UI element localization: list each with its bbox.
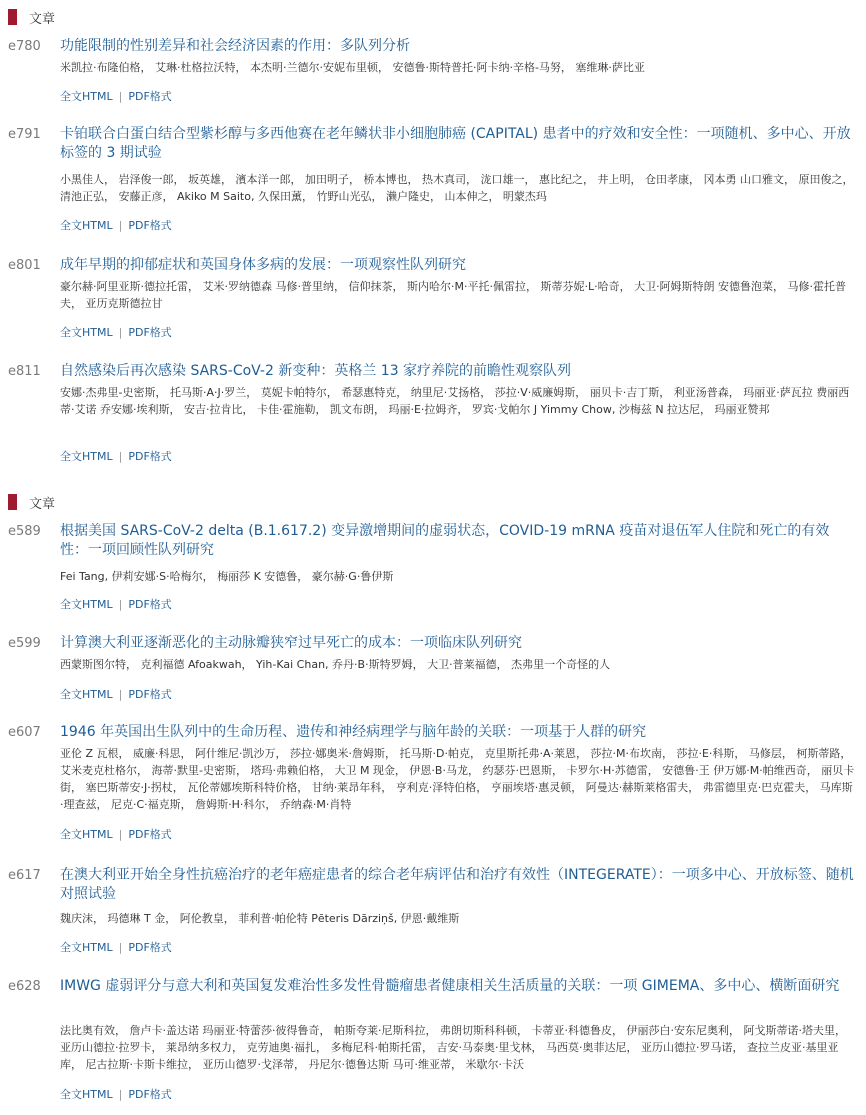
link-separator: |: [118, 219, 123, 232]
full-text-html-link[interactable]: 全文HTML: [60, 598, 113, 611]
pdf-link[interactable]: PDF格式: [128, 326, 172, 339]
article-authors: 安娜·杰弗里-史密斯， 托马斯·A·J·罗兰， 莫妮卡帕特尔， 希瑟惠特克， 纳里尼·艾扬格， 莎拉·V·威廉姆斯， 丽贝卡·吉丁斯， 利亚汤普森， 玛丽亚·萨瓦拉 费丽西蒂·艾诺 乔安娜·埃利斯， 安吉·拉肯比， 卡佳·霍施勒， 凯文布朗， 玛丽·E·拉姆齐， 罗宾·戈帕尔 J Yimmy Chow, 沙梅兹 N 拉达尼， 玛丽亚赞邦: [60, 386, 850, 416]
article-links: [60, 326, 172, 340]
article-authors: 小黑佳人， 岩泽俊一郎， 坂英雄， 濱本洋一郎， 加田明子， 桥本博也， 热木真司， 泷口雄一， 惠比纪之， 井上明， 仓田孝康， 冈本勇 山口雅文， 原田俊之， 清池正弘， 安藤正彦， Akiko M Saito, 久保田薰， 竹野山光弘， 濑户隆史， 山本伸之， 明蒙杰玛: [60, 173, 854, 203]
link-separator: |: [118, 828, 123, 841]
article-authors: 亚伦 Z 瓦根， 威廉·科思， 阿什维尼·凯沙万， 莎拉·娜奥米·詹姆斯， 托马斯·D·帕克， 克里斯托弗·A·莱恩， 莎拉·M·布坎南， 莎拉·E·科斯， 马修层， 柯斯蒂路， 艾米麦克杜格尔， 海蒂·默里-史密斯， 塔玛·弗赖伯格， 大卫 M 现金， 伊恩·B·马龙， 约瑟芬·巴恩斯， 卡罗尔·H·苏德雷， 安德鲁·王 伊万娜·M·帕维西奇， 丽贝卡街， 塞巴斯蒂安·J·拐杖， 瓦伦蒂娜埃斯科特价格， 甘纳·莱昂年科， 亨利克·泽特伯格， 亨丽埃塔·惠灵顿， 阿曼达·赫斯莱格雷夫， 弗雷德里克·巴克霍夫， 马库斯·理查兹， 尼克·C·福克斯， 詹姆斯·H·科尔， 乔纳森·M·肖特: [60, 747, 855, 811]
article-links: [60, 828, 172, 842]
full-text-html-link[interactable]: 全文HTML: [60, 326, 113, 339]
article-links: [60, 941, 172, 955]
article-id: e628: [8, 979, 41, 994]
section-title: 文章: [29, 11, 56, 27]
article-authors: 法比奥有效， 詹卢卡·盖达诺 玛丽亚·特蕾莎·彼得鲁奇， 帕斯夸莱·尼斯科拉， 弗朗切斯科科顿， 卡蒂亚·科德鲁皮， 伊丽莎白·安东尼奥利， 阿戈斯蒂诺·塔夫里， 亚历山德拉·拉罗卡， 莱昂纳多权力， 克劳迪奥·福扎， 多梅尼科·帕斯托雷， 吉安·马泰奥·里戈林， 马西莫·奥菲达尼， 亚历山德拉·罗马诺， 查拉兰皮亚·基里亚库， 尼古拉斯·卡斯卡维拉， 亚历山德罗·戈泽蒂， 丹尼尔·德鲁达斯 马可·维亚蒂， 米歇尔·卡沃: [60, 1024, 846, 1071]
pdf-link[interactable]: PDF格式: [128, 1088, 172, 1101]
article-links: [60, 90, 172, 104]
article-title-link[interactable]: 自然感染后再次感染 SARS-CoV-2 新变种：英格兰 13 家疗养院的前瞻性观察队列: [60, 363, 572, 379]
link-separator: |: [118, 941, 123, 954]
article-links: [60, 598, 172, 612]
article-id: e617: [8, 868, 41, 883]
full-text-html-link[interactable]: 全文HTML: [60, 941, 113, 954]
article-id: e791: [8, 127, 41, 142]
section-marker: [8, 494, 17, 510]
pdf-link[interactable]: PDF格式: [128, 828, 172, 841]
link-separator: |: [118, 90, 123, 103]
link-separator: |: [118, 688, 123, 701]
article-authors: 米凯拉·布隆伯格， 艾琳·杜格拉沃特， 本杰明·兰德尔·安妮布里顿， 安德鲁·斯特普托·阿卡纳·辛格-马努， 塞维琳·萨比亚: [60, 61, 645, 74]
pdf-link[interactable]: PDF格式: [128, 450, 172, 463]
full-text-html-link[interactable]: 全文HTML: [60, 688, 113, 701]
article-authors: 魏庆沫， 玛德琳 T 金， 阿伦教皇， 菲利普·帕伦特 Pēteris Dārziņš, 伊恩·戴维斯: [60, 912, 460, 925]
link-separator: |: [118, 1088, 123, 1101]
article-id: e801: [8, 258, 41, 273]
article-links: [60, 1088, 172, 1102]
pdf-link[interactable]: PDF格式: [128, 90, 172, 103]
section-title: 文章: [29, 496, 56, 512]
full-text-html-link[interactable]: 全文HTML: [60, 828, 113, 841]
article-title-link[interactable]: IMWG 虚弱评分与意大利和英国复发难治性多发性骨髓瘤患者健康相关生活质量的关联：一项 GIMEMA、多中心、横断面研究: [60, 978, 840, 994]
pdf-link[interactable]: PDF格式: [128, 219, 172, 232]
article-id: e607: [8, 725, 41, 740]
pdf-link[interactable]: PDF格式: [128, 688, 172, 701]
article-id: e811: [8, 364, 41, 379]
article-id: e599: [8, 636, 41, 651]
article-title-link[interactable]: 在澳大利亚开始全身性抗癌治疗的老年癌症患者的综合老年病评估和治疗有效性（INTEGERATE）：一项多中心、开放标签、随机对照试验: [60, 867, 854, 902]
section-header: [8, 494, 55, 510]
link-separator: |: [118, 598, 123, 611]
article-title-link[interactable]: 成年早期的抑郁症状和英国身体多病的发展：一项观察性队列研究: [60, 257, 466, 273]
article-id: e589: [8, 524, 41, 539]
article-authors: 西蒙斯图尔特， 克利福德 Afoakwah， Yih-Kai Chan, 乔丹·B·斯特罗姆， 大卫·普莱福德， 杰弗里一个奇怪的人: [60, 658, 611, 671]
full-text-html-link[interactable]: 全文HTML: [60, 450, 113, 463]
link-separator: |: [118, 326, 123, 339]
article-title-link[interactable]: 卡铂联合白蛋白结合型紫杉醇与多西他赛在老年鳞状非小细胞肺癌 (CAPITAL) 患者中的疗效和安全性：一项随机、多中心、开放标签的 3 期试验: [60, 126, 851, 161]
article-authors: 豪尔赫·阿里亚斯·德拉托雷， 艾米·罗纳德森 马修·普里纳， 信仰抹茶， 斯内哈尔·M·平托·佩雷拉， 斯蒂芬妮·L·哈奇， 大卫·阿姆斯特朗 安德鲁泡菜， 马修·霍托普夫， 亚历克斯德拉甘: [60, 280, 847, 310]
section-header: [8, 9, 55, 25]
article-links: [60, 219, 172, 233]
full-text-html-link[interactable]: 全文HTML: [60, 1088, 113, 1101]
full-text-html-link[interactable]: 全文HTML: [60, 90, 113, 103]
full-text-html-link[interactable]: 全文HTML: [60, 219, 113, 232]
section-marker: [8, 9, 17, 25]
article-links: [60, 688, 172, 702]
article-links: [60, 450, 172, 464]
article-id: e780: [8, 39, 41, 54]
article-title-link[interactable]: 功能限制的性别差异和社会经济因素的作用：多队列分析: [60, 38, 410, 54]
article-authors: Fei Tang, 伊莉安娜·S·哈梅尔， 梅丽莎 K 安德鲁， 豪尔赫·G·鲁伊斯: [60, 570, 394, 583]
pdf-link[interactable]: PDF格式: [128, 598, 172, 611]
link-separator: |: [118, 450, 123, 463]
pdf-link[interactable]: PDF格式: [128, 941, 172, 954]
article-title-link[interactable]: 根据美国 SARS-CoV-2 delta (B.1.617.2) 变异激增期间的虚弱状态，COVID-19 mRNA 疫苗对退伍军人住院和死亡的有效性：一项回顾性队列研究: [60, 523, 830, 558]
article-title-link[interactable]: 计算澳大利亚逐渐恶化的主动脉瓣狭窄过早死亡的成本：一项临床队列研究: [60, 635, 522, 651]
article-title-link[interactable]: 1946 年英国出生队列中的生命历程、遗传和神经病理学与脑年龄的关联：一项基于人群的研究: [60, 724, 647, 740]
